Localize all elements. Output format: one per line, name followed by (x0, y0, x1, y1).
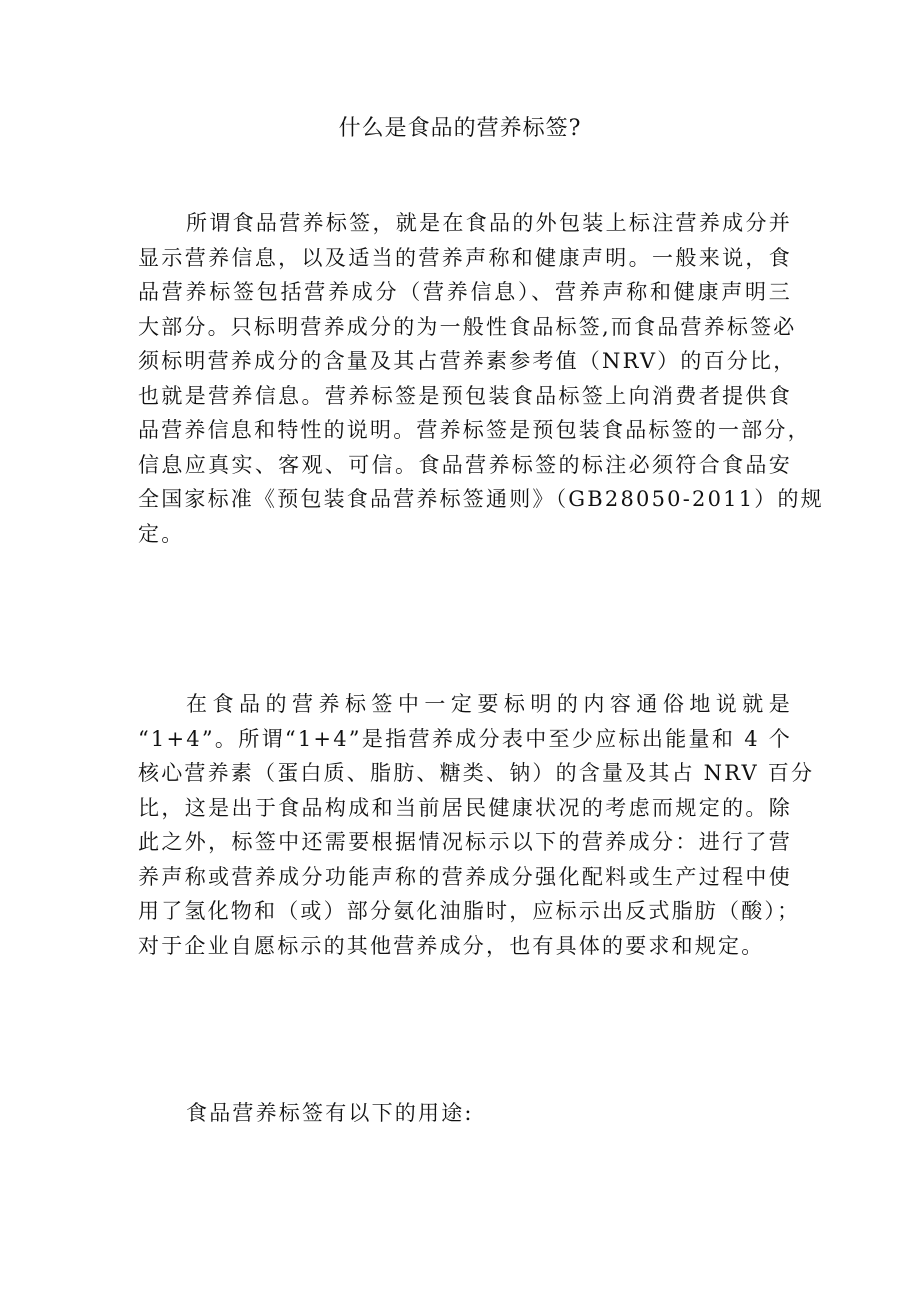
text-line: 定。 (138, 521, 185, 546)
text-line: 全国家标准《预包装食品营养标签通则》（GB28050-2011）的规 (138, 487, 824, 511)
text-line: 所谓食品营养标签，就是在食品的外包装上标注营养成分并 (186, 211, 792, 235)
text-line: 此之外，标签中还需要根据情况标示以下的营养成分：进行了营 (138, 830, 792, 854)
text-line: 须标明营养成分的含量及其占营养素参考值（NRV）的百分比， (138, 349, 797, 373)
text-line: 品营养标签包括营养成分（营养信息）、营养声称和健康声明三 (138, 280, 792, 304)
paragraph-2 (138, 687, 815, 963)
text-line: 养声称或营养成分功能声称的营养成分强化配料或生产过程中使 (138, 864, 792, 889)
paragraph-3 (138, 1096, 792, 1131)
text-line: 比，这是出于食品构成和当前居民健康状况的考虑而规定的。除 (138, 795, 792, 820)
paragraph-1 (138, 206, 824, 551)
text-line: 品营养信息和特性的说明。营养标签是预包装食品标签的一部分， (138, 418, 811, 442)
text-line: 显示营养信息，以及适当的营养声称和健康声明。一般来说，食 (138, 245, 792, 270)
text-line: 对于企业自愿标示的其他营养成分，也有具体的要求和规定。 (138, 933, 765, 958)
text-line: 用了氢化物和（或）部分氨化油脂时，应标示出反式脂肪（酸）； (138, 899, 801, 923)
text-line: 食品营养标签有以下的用途: (186, 1101, 474, 1125)
text-line: 大部分。只标明营养成分的为一般性食品标签,而食品营养标签必 (138, 314, 797, 339)
text-line: 在食品的营养标签中一定要标明的内容通俗地说就是 (186, 692, 792, 716)
text-line: 核心营养素（蛋白质、脂肪、糖类、钠）的含量及其占 NRV 百分 (138, 761, 815, 785)
text-line: “1+4”。所谓“1+4”是指营养成分表中至少应标出能量和 4 个 (138, 726, 792, 751)
text-line: 信息应真实、客观、可信。食品营养标签的标注必须符合食品安 (138, 452, 792, 477)
document-title: 什么是食品的营养标签? (338, 116, 582, 141)
text-line: 也就是营养信息。营养标签是预包装食品标签上向消费者提供食 (138, 383, 792, 408)
